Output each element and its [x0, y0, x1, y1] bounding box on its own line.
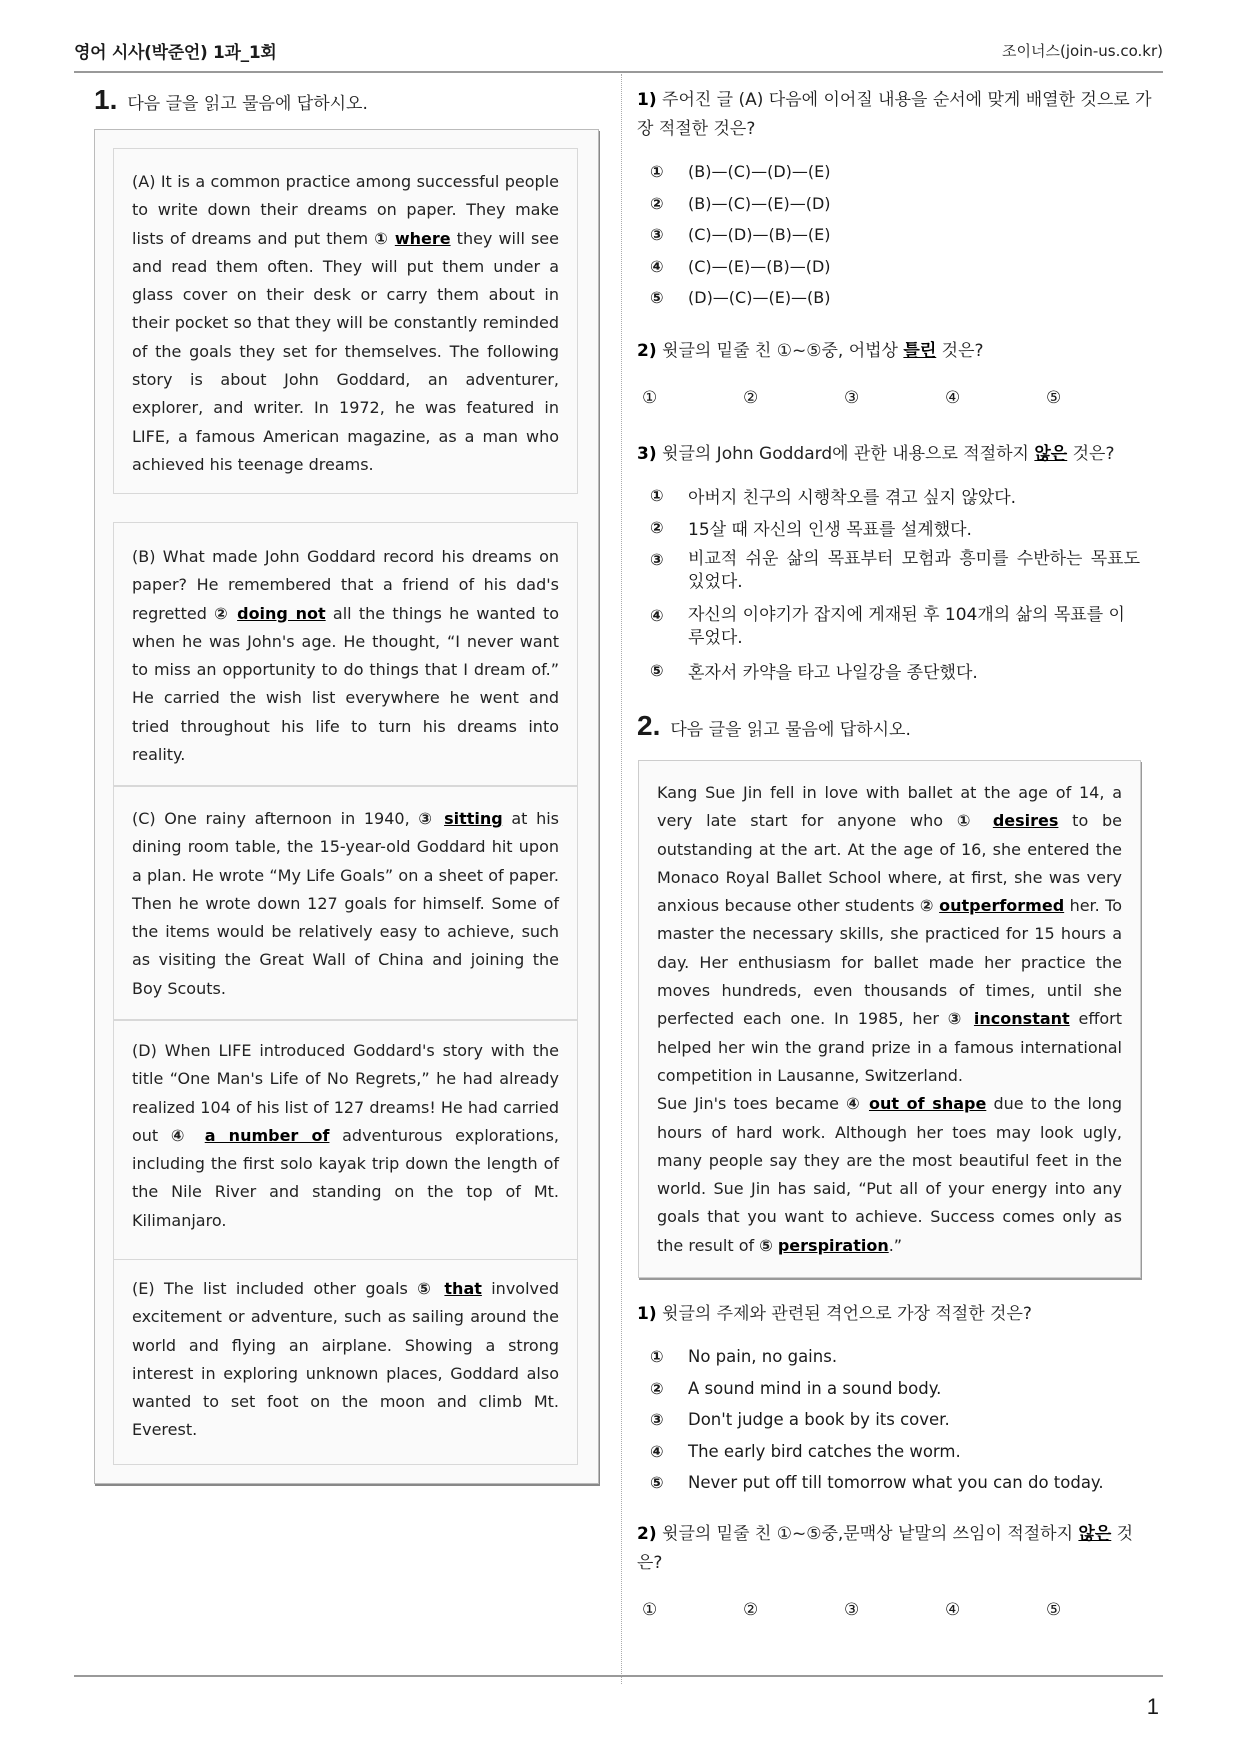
question-instruction: 다음 글을 읽고 물음에 답하시오.: [670, 720, 911, 740]
q1-sub3-prompt: [637, 440, 1177, 469]
option-text: A sound mind in a sound body.: [688, 1378, 942, 1398]
marker-2: ②: [214, 603, 230, 623]
choice-2[interactable]: ②: [743, 1600, 759, 1620]
sub-question-number: 1): [637, 1304, 657, 1324]
option-1[interactable]: [650, 156, 1130, 188]
option-marker: ④: [650, 606, 664, 625]
question-1-heading: [94, 84, 368, 116]
passage-text: at his dining room table, the 15-year-old Goddard hit upon a plan. He wrote “My Life Goals” on a sheet of paper. Then he wrote down 127 goals for himself. Some of the items would be relatively easy to achieve, such as visiting the Great Wall of China and joining the Boy Scouts.: [132, 809, 559, 998]
marker-1: ①: [956, 811, 980, 831]
header-divider: [74, 71, 1163, 73]
footer-divider: [74, 1675, 1163, 1677]
sub-question-text: 윗글의 John Goddard에 관한 내용으로 적절하지: [662, 444, 1035, 464]
marker-3: ③: [418, 809, 436, 828]
choice-2[interactable]: ②: [743, 388, 759, 408]
option-text: (C)—(D)—(B)—(E): [688, 225, 831, 245]
option-text: (D)—(C)—(E)—(B): [688, 288, 831, 308]
emphasis-word: 틀린: [903, 341, 937, 361]
passage-text: her. To master the necessary skills, she practiced for 15 hours a day. Her enthusiasm for ballet made her practice the moves hundreds, even thousands of times, until she perfected each one. In 1985, her: [657, 896, 1122, 1029]
choice-4[interactable]: ④: [945, 1600, 961, 1620]
underlined-phrase-2: doing not: [237, 603, 326, 623]
option-text: 15살 때 자신의 인생 목표를 설계했다.: [688, 519, 972, 540]
option-text: 혼자서 카약을 타고 나일강을 종단했다.: [688, 663, 978, 684]
q1-sub2-prompt: [637, 337, 1157, 366]
option-text: (C)—(E)—(B)—(D): [688, 256, 831, 276]
question-instruction: 다음 글을 읽고 물음에 답하시오.: [127, 94, 368, 114]
sub-question-text: 윗글의 주제와 관련된 격언으로 가장 적절한 것은?: [662, 1304, 1032, 1324]
option-marker: ⑤: [650, 1473, 664, 1493]
option-marker: ③: [650, 225, 664, 245]
option-4[interactable]: [650, 1436, 1140, 1468]
marker-4: ④: [846, 1094, 862, 1114]
underlined-phrase-4: a number of: [204, 1125, 330, 1145]
passage-text: (D) When LIFE introduced Goddard's story with the title “One Man's Life of No Regrets,” he had already realized 104 of his list of 127 dreams! He had carried out: [132, 1041, 559, 1145]
q2-sub2-choices: [642, 1600, 1147, 1620]
passage-text: due to the long hours of hard work. Although her toes may look ugly, many people say they are the most beautiful feet in the world. Sue Jin has said, “Put all of your energy into any goals that you want to achieve. Success comes only as the result of: [657, 1094, 1123, 1255]
choice-5[interactable]: ⑤: [1046, 388, 1062, 408]
sub-question-text: 주어진 글 (A) 다음에 이어질 내용을 순서에 맞게 배열한 것으로 가장 적절한 것은?: [637, 90, 1152, 139]
q1-sub3-options: [650, 480, 1140, 687]
sub-question-number: 1): [637, 90, 657, 110]
option-3[interactable]: [650, 1404, 1140, 1436]
sub-question-text: 윗글의 밑줄 친 ①~⑤중, 어법상: [662, 341, 904, 361]
passage-q2: [638, 760, 1141, 1278]
underlined-phrase-2: outperformed: [939, 896, 1065, 916]
option-marker: ④: [650, 256, 664, 276]
column-divider: [621, 74, 622, 1684]
sub-question-number: 3): [637, 444, 657, 464]
page-number: 1: [1146, 1694, 1159, 1719]
emphasis-word: 않은: [1034, 444, 1068, 464]
option-marker: ②: [650, 193, 664, 213]
q1-sub1-options: [650, 156, 1130, 314]
passage-text: Sue Jin's toes became: [657, 1094, 847, 1114]
option-1[interactable]: [650, 1341, 1140, 1373]
option-text: The early bird catches the worm.: [688, 1441, 961, 1461]
underlined-phrase-1: where: [394, 228, 451, 248]
option-text: 비교적 쉬운 삶의 목표부터 모험과 흥미를 수반하는 목표도 있었다.: [688, 549, 1140, 592]
marker-3: ③: [947, 1009, 966, 1029]
sub-question-text: 것은?: [637, 1524, 1134, 1573]
choice-4[interactable]: ④: [945, 388, 961, 408]
option-marker: ⑤: [650, 288, 664, 308]
choice-5[interactable]: ⑤: [1046, 1600, 1062, 1620]
option-marker: ①: [650, 1347, 664, 1367]
marker-1: ①: [374, 228, 389, 248]
option-3[interactable]: [650, 543, 1140, 599]
option-marker: ②: [650, 1378, 664, 1398]
q1-sub2-choices: [642, 388, 1147, 408]
sub-question-text: 것은?: [1067, 444, 1115, 464]
passage-a: [113, 148, 578, 494]
q2-sub2-prompt: [637, 1520, 1137, 1578]
choice-1[interactable]: ①: [642, 388, 658, 408]
site-credit: 조이너스(join-us.co.kr): [1002, 42, 1163, 60]
emphasis-word: 않은: [1078, 1524, 1112, 1544]
option-marker: ①: [650, 162, 664, 182]
passage-d: [113, 1020, 578, 1260]
option-text: (B)—(C)—(E)—(D): [688, 193, 831, 213]
passage-text: they will see and read them often. They will put them under a glass cover on their desk or carry them about in their pocket so that they will be constantly reminded of the goals they set for themselves. The following story is about John Goddard, an adventurer, explorer, and writer. In 1972, he was featured in LIFE, a famous American magazine, as a man who achieved his teenage dreams.: [132, 228, 559, 474]
option-marker: ④: [650, 1441, 664, 1461]
option-text: Don't judge a book by its cover.: [688, 1410, 950, 1430]
passage-text: Kang Sue Jin fell in love with ballet at the age of 14, a very late start for anyone who: [657, 783, 1122, 831]
underlined-phrase-5: perspiration: [777, 1235, 889, 1255]
passage-b: [113, 522, 578, 786]
passage-text: (A) It is a common practice among successful people to write down their dreams on paper. They make lists of dreams and put them: [132, 172, 559, 248]
question-2-heading: [637, 710, 911, 742]
passage-text: involved excitement or adventure, such as sailing around the world and flying an airplane. Showing a strong interest in exploring unknown places, Goddard also wanted to set foot on the moon and climb Mt. Everest.: [132, 1279, 559, 1440]
option-text: Never put off till tomorrow what you can do today.: [688, 1473, 1104, 1493]
option-2[interactable]: [650, 188, 1130, 220]
question-number: 1.: [94, 84, 118, 115]
underlined-phrase-5: that: [444, 1279, 482, 1298]
option-1[interactable]: [650, 480, 1140, 512]
option-2[interactable]: [650, 1373, 1140, 1405]
marker-4: ④: [170, 1125, 193, 1145]
marker-5: ⑤: [417, 1279, 436, 1298]
underlined-phrase-3: sitting: [444, 809, 503, 828]
passage-text: all the things he wanted to when he was John's age. He thought, “I never want to miss an opportunity to do things that I dream of.” He carried the wish list everywhere he went and tried throughout his life to turn his dreams into reality.: [132, 603, 560, 765]
passage-text: (B) What made John Goddard record his dreams on paper? He remembered that a friend of his dad's regretted: [132, 547, 559, 623]
passage-text: adventurous explorations, including the first solo kayak trip down the length of the Nile River and standing on the top of Mt. Kilimanjaro.: [132, 1125, 560, 1230]
choice-3[interactable]: ③: [844, 1600, 860, 1620]
option-text: No pain, no gains.: [688, 1347, 838, 1367]
option-marker: ⑤: [650, 661, 664, 681]
option-3[interactable]: [650, 219, 1130, 251]
passage-text: effort helped her win the grand prize in a famous international competition in Lausanne, Switzerland.: [657, 1009, 1123, 1085]
choice-3[interactable]: ③: [844, 388, 860, 408]
option-5[interactable]: [650, 1467, 1140, 1499]
option-marker: ③: [650, 550, 664, 569]
passage-text: .”: [888, 1235, 903, 1255]
q2-sub1-prompt: [637, 1300, 1157, 1329]
passage-text: (E) The list included other goals: [132, 1279, 418, 1298]
sub-question-number: 2): [637, 1524, 657, 1544]
option-2[interactable]: [650, 512, 1140, 544]
sub-question-text: 것은?: [936, 341, 984, 361]
question-number: 2.: [637, 710, 661, 741]
marker-5: ⑤: [759, 1235, 773, 1255]
q2-sub1-options: [650, 1341, 1140, 1499]
option-text: (B)—(C)—(D)—(E): [688, 162, 831, 182]
option-text: 자신의 이야기가 잡지에 게재된 후 104개의 삶의 목표를 이루었다.: [688, 605, 1125, 648]
q1-sub1-prompt: [637, 86, 1157, 144]
sub-question-number: 2): [637, 341, 657, 361]
passage-text: (C) One rainy afternoon in 1940,: [132, 809, 419, 828]
option-4[interactable]: [650, 599, 1140, 655]
option-marker: ①: [650, 486, 664, 506]
underlined-phrase-1: desires: [992, 811, 1059, 831]
passage-e: [113, 1259, 578, 1465]
underlined-phrase-4: out of shape: [868, 1094, 987, 1114]
option-text: 아버지 친구의 시행착오를 겪고 싶지 않았다.: [688, 488, 1017, 509]
option-marker: ②: [650, 517, 664, 537]
passage-text: to be outstanding at the art. At the age of 16, she entered the Monaco Royal Ballet School where, at first, she was very anxious because other students: [657, 811, 1123, 916]
marker-2: ②: [919, 896, 934, 916]
option-4[interactable]: [650, 251, 1130, 283]
passage-c: [113, 786, 578, 1020]
option-5[interactable]: [650, 655, 1140, 687]
worksheet-title: 영어 시사(박준언) 1과_1회: [74, 43, 277, 63]
option-5[interactable]: [650, 282, 1130, 314]
choice-1[interactable]: ①: [642, 1600, 658, 1620]
option-marker: ③: [650, 1410, 664, 1430]
underlined-phrase-3: inconstant: [973, 1009, 1070, 1029]
sub-question-text: 윗글의 밑줄 친 ①~⑤중,문맥상 낱말의 쓰임이 적절하지: [662, 1524, 1079, 1544]
